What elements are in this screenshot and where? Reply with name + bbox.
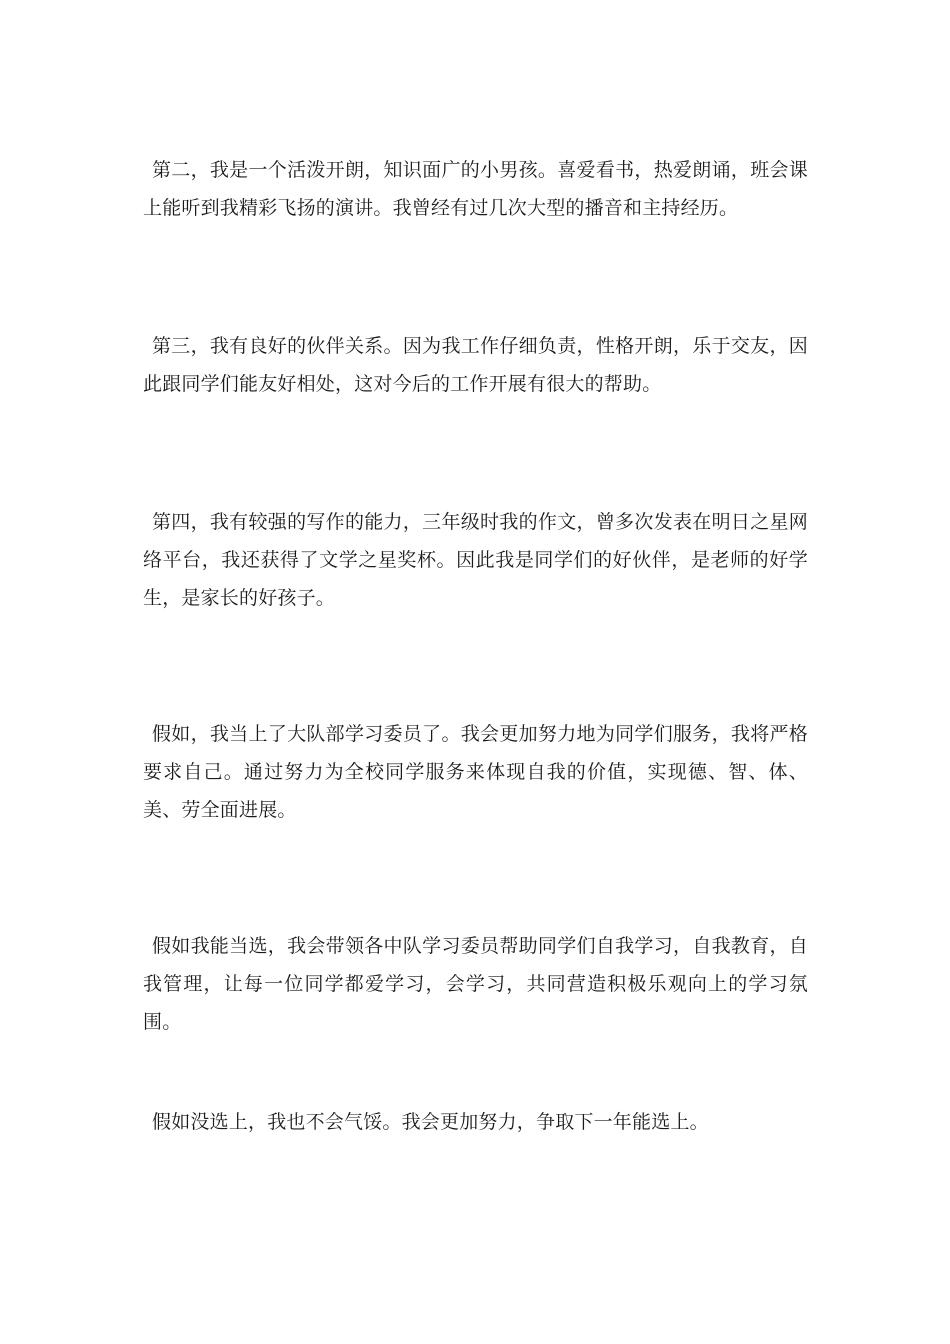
- paragraph-third-point: 第三，我有良好的伙伴关系。因为我工作仔细负责，性格开朗，乐于交友，因此跟同学们能友好相处，这对今后的工作开展有很大的帮助。: [143, 335, 808, 395]
- paragraph-if-elected: 假如，我当上了大队部学习委员了。我会更加努力地为同学们服务，我将严格要求自己。通过努力为全校同学服务来体现自我的价值，实现德、智、体、美、劳全面进展。: [143, 723, 808, 821]
- paragraph-if-selected-plan: 假如我能当选，我会带领各中队学习委员帮助同学们自我学习，自我教育，自我管理，让每一位同学都爱学习，会学习，共同营造积极乐观向上的学习氛围。: [143, 935, 808, 1033]
- paragraph-if-not-selected: 假如没选上，我也不会气馁。我会更加努力，争取下一年能选上。: [152, 1111, 709, 1133]
- paragraph-fourth-point: 第四，我有较强的写作的能力，三年级时我的作文，曾多次发表在明日之星网络平台，我还获得了文学之星奖杯。因此我是同学们的好伙伴，是老师的好学生，是家长的好孩子。: [143, 511, 808, 609]
- paragraph-second-point: 第二，我是一个活泼开朗，知识面广的小男孩。喜爱看书，热爱朗诵，班会课上能听到我精彩飞扬的演讲。我曾经有过几次大型的播音和主持经历。: [143, 159, 808, 219]
